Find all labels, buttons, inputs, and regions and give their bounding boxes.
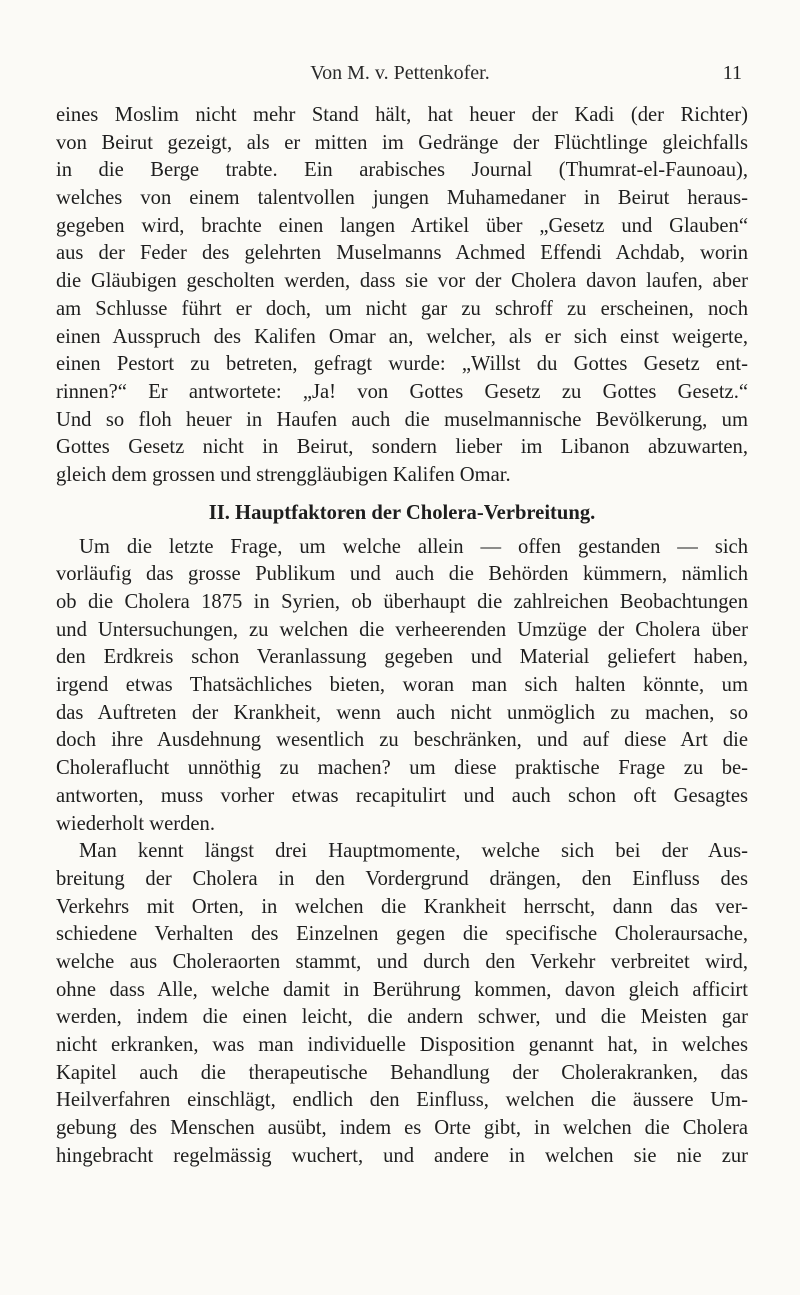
page-number: 11	[722, 62, 742, 84]
text-line: den Erdkreis schon Veranlassung gegeben und Material geliefert haben,	[56, 646, 748, 669]
paragraph-1	[56, 102, 748, 490]
text-line: Kapitel auch die therapeutische Behandlung der Cholerakranken, das	[56, 1061, 748, 1084]
text-line: aus der Feder des gelehrten Muselmanns Achmed Effendi Achdab, worin	[56, 242, 748, 265]
text-line: einen Pestort zu betreten, gefragt wurde: „Willst du Gottes Gesetz ent-	[56, 353, 748, 376]
text-line: Man kennt längst drei Hauptmomente, welche sich bei der Aus-	[79, 840, 748, 863]
text-line: die Gläubigen gescholten werden, dass sie vor der Cholera davon laufen, aber	[56, 270, 748, 293]
text-line: in die Berge trabte. Ein arabisches Journal (Thumrat-el-Faunoau),	[56, 159, 748, 182]
text-line: gleich dem grossen und strenggläubigen Kalifen Omar.	[56, 463, 511, 486]
text-line: Verkehrs mit Orten, in welchen die Krankheit herrscht, dann das ver-	[56, 895, 748, 918]
body-text	[56, 102, 748, 1170]
text-line: Und so floh heuer in Haufen auch die muselmannische Bevölkerung, um	[56, 408, 748, 431]
text-line: gegeben wird, brachte einen langen Artikel über „Gesetz und Glauben“	[56, 214, 748, 237]
text-line: rinnen?“ Er antwortete: „Ja! von Gottes Gesetz zu Gottes Gesetz.“	[56, 380, 748, 403]
text-line: am Schlusse führt er doch, um nicht gar zu schroff zu erscheinen, noch	[56, 297, 748, 320]
text-line: irgend etwas Thatsächliches bieten, woran man sich halten könnte, um	[56, 674, 748, 697]
text-line: antworten, muss vorher etwas recapitulirt und auch schon oft Gesagtes	[56, 784, 748, 807]
text-line: werden, indem die einen leicht, die andern schwer, und die Meisten gar	[56, 1006, 748, 1029]
text-line: ohne dass Alle, welche damit in Berührung kommen, davon gleich afficirt	[56, 978, 748, 1001]
text-line: vorläufig das grosse Publikum und auch die Behörden kümmern, nämlich	[56, 563, 748, 586]
page-header	[0, 62, 800, 92]
text-line: das Auftreten der Krankheit, wenn auch nicht unmöglich zu machen, so	[56, 701, 748, 724]
text-line: schiedene Verhalten des Einzelnen gegen die specifische Choleraursache,	[56, 923, 748, 946]
running-head: Von M. v. Pettenkofer.	[310, 62, 490, 84]
text-line: eines Moslim nicht mehr Stand hält, hat heuer der Kadi (der Richter)	[56, 104, 748, 126]
text-line: gebung des Menschen ausübt, indem es Orte gibt, in welchen die Cholera	[56, 1117, 748, 1140]
text-line: Heilverfahren einschlägt, endlich den Einfluss, welchen die äussere Um-	[56, 1089, 748, 1112]
text-line: breitung der Cholera in den Vordergrund drängen, den Einfluss des	[56, 867, 748, 890]
section-heading: II. Hauptfaktoren der Cholera-Verbreitung.	[208, 501, 596, 524]
text-line: Gottes Gesetz nicht in Beirut, sondern lieber im Libanon abzuwarten,	[56, 436, 748, 459]
text-line: doch ihre Ausdehnung wesentlich zu beschränken, und auf diese Art die	[56, 729, 748, 752]
text-line: welches von einem talentvollen jungen Muhamedaner in Beirut heraus-	[56, 187, 748, 210]
paragraph-3	[56, 838, 748, 1170]
text-line: welche aus Choleraorten stammt, und durch den Verkehr verbreitet wird,	[56, 950, 748, 973]
text-line: ob die Cholera 1875 in Syrien, ob überhaupt die zahlreichen Beobachtungen	[56, 591, 748, 613]
text-line: Um die letzte Frage, um welche allein — offen gestanden — sich	[79, 535, 748, 558]
text-line: einen Ausspruch des Kalifen Omar an, welcher, als er sich einst weigerte,	[56, 325, 748, 348]
text-line: Choleraflucht unnöthig zu machen? um diese praktische Frage zu be-	[56, 757, 748, 780]
text-line: hingebracht regelmässig wuchert, und andere in welchen sie nie zur	[56, 1144, 748, 1167]
text-line: von Beirut gezeigt, als er mitten im Gedränge der Flüchtlinge gleichfalls	[56, 131, 748, 154]
text-line: nicht erkranken, was man individuelle Disposition genannt hat, in welches	[56, 1034, 748, 1056]
paragraph-2	[56, 534, 748, 839]
text-line: und Untersuchungen, zu welchen die verheerenden Umzüge der Cholera über	[56, 618, 748, 641]
text-line: wiederholt werden.	[56, 812, 215, 835]
